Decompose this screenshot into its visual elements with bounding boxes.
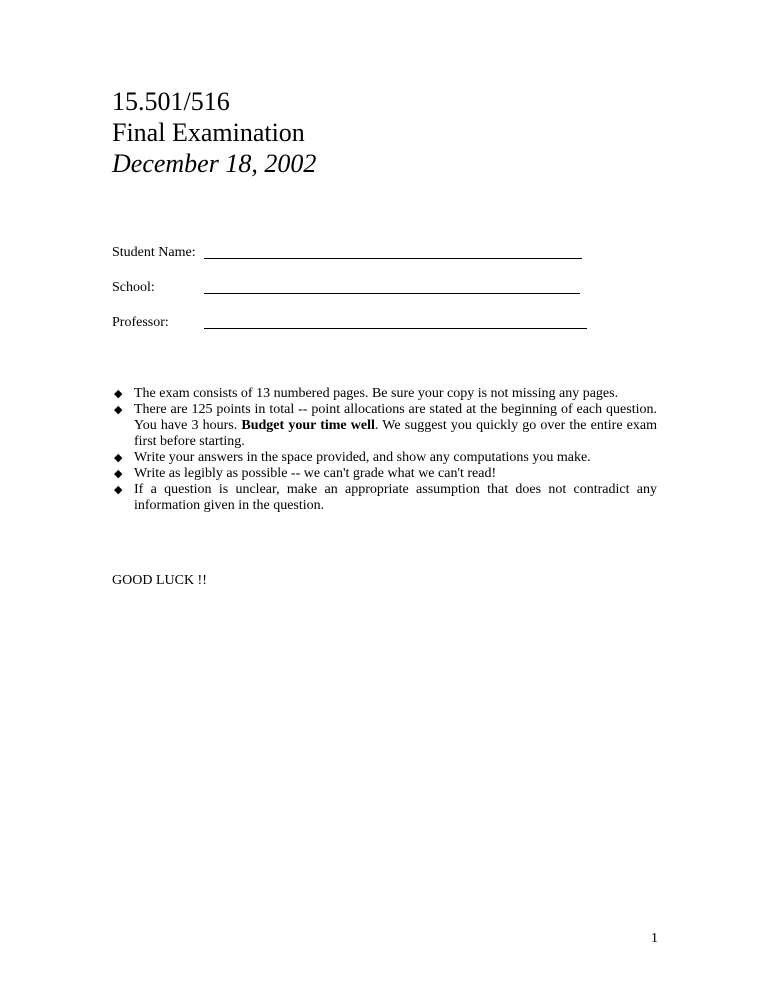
instruction-text: Write as legibly as possible -- we can't grade what we can't read! [134,466,497,481]
professor-label: Professor: [112,315,169,330]
diamond-bullet-icon: ◆ [114,403,123,416]
good-luck-text: GOOD LUCK !! [112,573,207,588]
instruction-item [114,386,657,402]
instruction-text: . We suggest you quickly go over the entire exam first before starting. [134,418,657,449]
student-name-label: Student Name: [112,245,196,260]
school-field[interactable] [204,293,580,294]
instruction-text: If a question is unclear, make an appropriate assumption that does not contradict any information given in the question. [134,482,657,513]
instruction-item [114,466,657,482]
instruction-text: There are 125 points in total -- point allocations are stated at the beginning of each question. You have 3 hours. [134,402,657,433]
course-number: 15.501/516 [112,87,230,116]
diamond-bullet-icon: ◆ [114,483,123,496]
diamond-bullet-icon: ◆ [114,451,123,464]
page-number: 1 [651,931,658,946]
instruction-emphasis: Budget your time well [241,418,375,433]
instruction-item [114,450,657,466]
professor-field[interactable] [204,328,587,329]
instruction-text: Write your answers in the space provided, and show any computations you make. [134,450,591,465]
instruction-text: The exam consists of 13 numbered pages. Be sure your copy is not missing any pages. [134,386,619,401]
school-label: School: [112,280,155,295]
diamond-bullet-icon: ◆ [114,467,123,480]
student-name-field[interactable] [204,258,582,259]
exam-title: Final Examination [112,118,305,147]
instruction-item [114,482,657,514]
instruction-item [114,402,657,450]
title-block [112,86,316,179]
instructions-list [114,386,657,514]
exam-date: December 18, 2002 [112,149,317,178]
diamond-bullet-icon: ◆ [114,387,123,400]
